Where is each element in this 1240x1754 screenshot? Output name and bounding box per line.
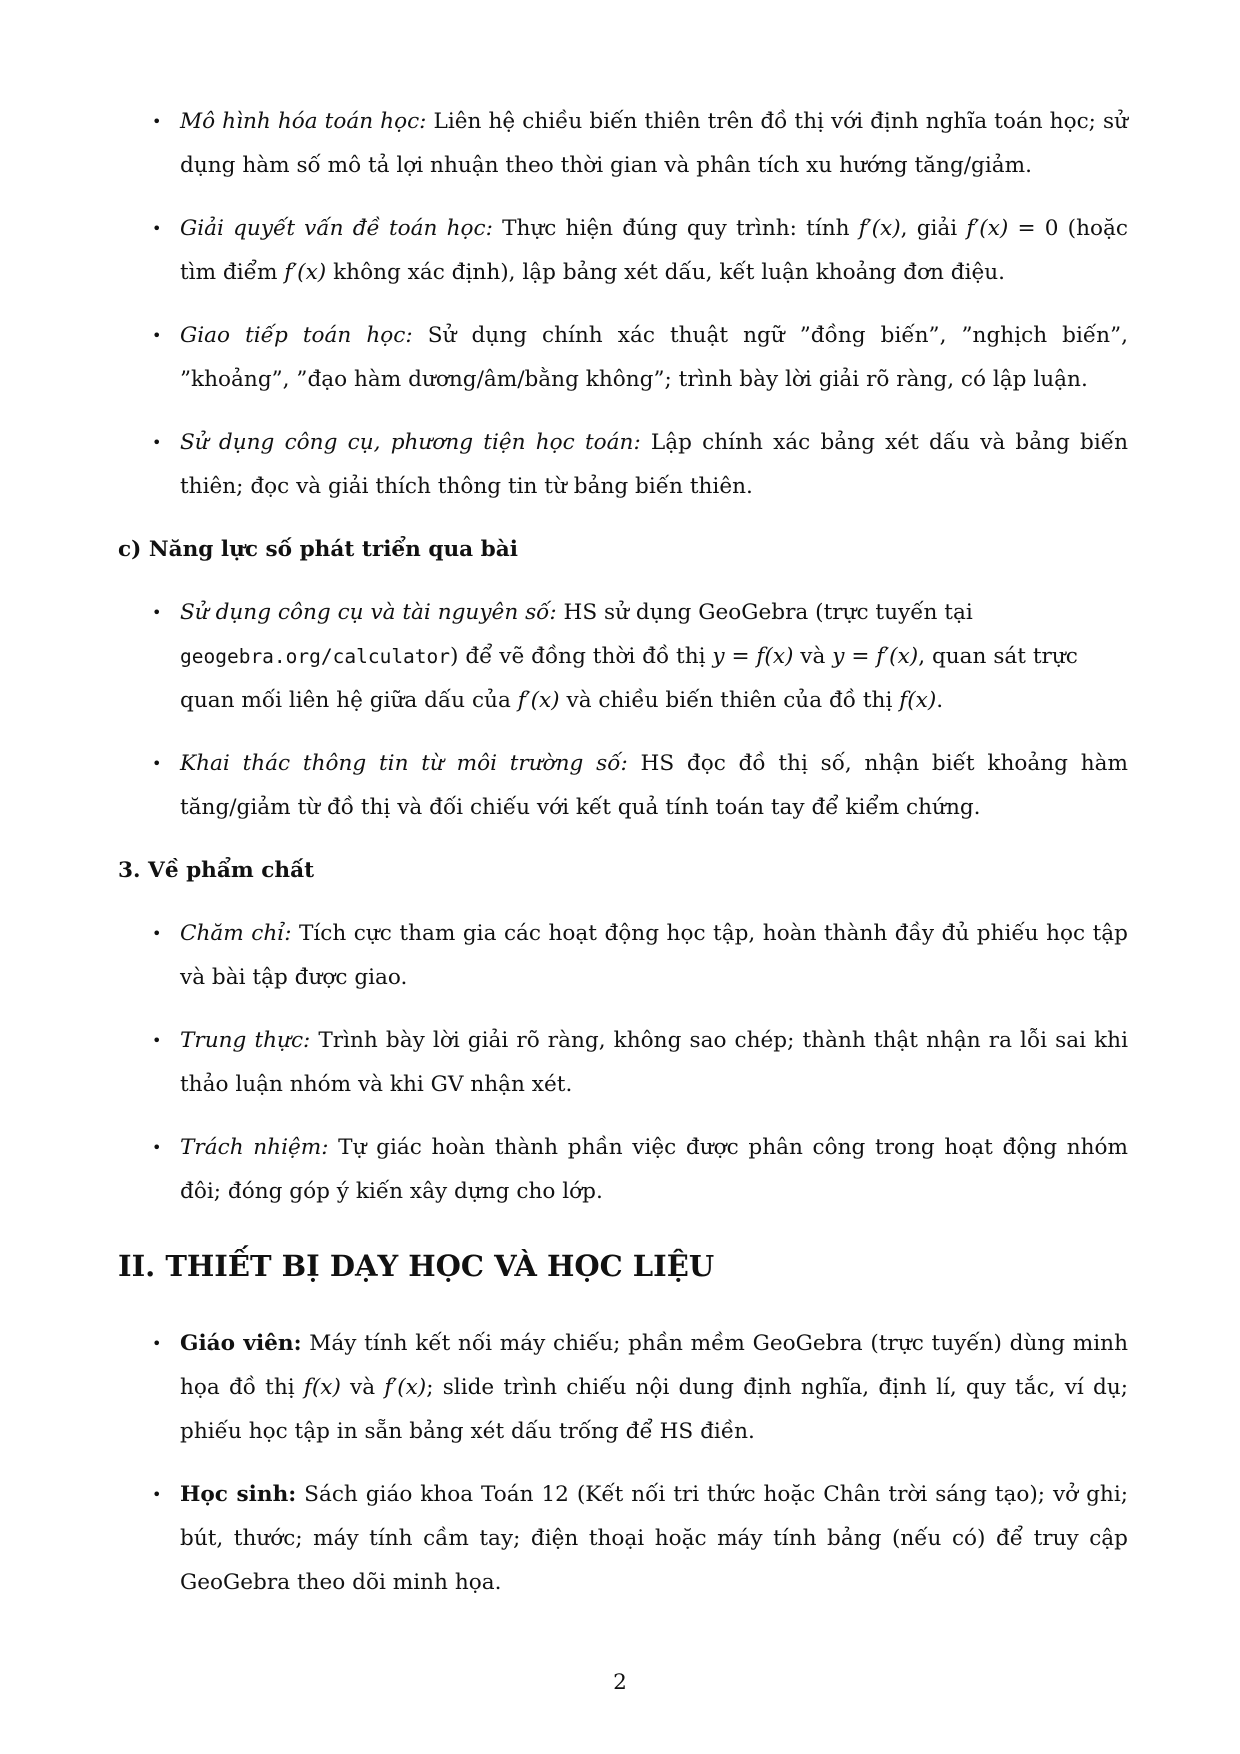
- list-item: [118, 1019, 1128, 1107]
- item-text: Trình bày lời giải rõ ràng, không sao chép; thành thật nhận ra lỗi sai khi thảo luận nhóm và khi GV nhận xét.: [180, 1028, 1128, 1097]
- math-expression: f′(x): [384, 1375, 427, 1400]
- item-text: =: [844, 644, 877, 669]
- math-expression: f(x): [303, 1375, 341, 1400]
- item-text: Sách giáo khoa Toán 12 (Kết nối tri thức hoặc Chân trời sáng tạo); vở ghi; bút, thước; máy tính cầm tay; điện thoại hoặc máy tính bảng (nếu có) để truy cập GeoGebra theo dõi minh họa.: [180, 1482, 1128, 1595]
- item-lead: Sử dụng công cụ, phương tiện học toán:: [180, 430, 641, 455]
- document-page: [118, 0, 1128, 1624]
- item-text: .: [936, 688, 944, 713]
- bullet-icon: •: [152, 1485, 162, 1504]
- item-text: và chiều biến thiên của đồ thị: [559, 688, 900, 713]
- section-3-heading: 3. Về phẩm chất: [118, 858, 315, 883]
- math-expression: f′(x): [858, 216, 901, 241]
- digital-competency-list: [118, 591, 1128, 830]
- qualities-list: [118, 912, 1128, 1214]
- item-text: Thực hiện đúng quy trình: tính: [492, 216, 859, 241]
- item-lead: Trách nhiệm:: [180, 1135, 329, 1160]
- bullet-icon: •: [152, 326, 162, 345]
- item-lead: Mô hình hóa toán học:: [180, 109, 427, 134]
- item-text: Sử dụng chính xác thuật ngữ ”đồng biến”, ”nghịch biến”, ”khoảng”, ”đạo hàm dương/âm/bằng không”; trình bày lời giải rõ ràng, có lập luận.: [180, 323, 1128, 392]
- competency-list: [118, 100, 1128, 509]
- item-lead: Giao tiếp toán học:: [180, 323, 413, 348]
- math-expression: f′(x): [284, 260, 327, 285]
- list-item: [118, 100, 1128, 188]
- item-text: HS sử dụng GeoGebra (trực tuyến tại: [556, 600, 973, 625]
- item-text: và: [793, 644, 833, 669]
- item-text: Lập chính xác bảng xét dấu và bảng biến thiên; đọc và giải thích thông tin từ bảng biến thiên.: [180, 430, 1128, 499]
- item-lead: Trung thực:: [180, 1028, 311, 1053]
- math-expression: f′(x): [966, 216, 1009, 241]
- item-lead: Chăm chỉ:: [180, 921, 292, 946]
- item-lead: Khai thác thông tin từ môi trường số:: [180, 751, 628, 776]
- item-text: HS đọc đồ thị số, nhận biết khoảng hàm tăng/giảm từ đồ thị và đối chiếu với kết quả tính toán tay để kiểm chứng.: [180, 751, 1128, 820]
- bullet-icon: •: [152, 1031, 162, 1050]
- item-text: , giải: [900, 216, 967, 241]
- bullet-icon: •: [152, 1138, 162, 1157]
- item-text: Máy tính kết nối máy chiếu; phần mềm GeoGebra (trực tuyến) dùng minh họa đồ thị: [180, 1331, 1128, 1400]
- bullet-icon: •: [152, 1334, 162, 1353]
- item-text: và: [340, 1375, 385, 1400]
- item-lead: Giải quyết vấn đề toán học:: [180, 216, 493, 241]
- item-text: ; slide trình chiếu nội dung định nghĩa, định lí, quy tắc, ví dụ; phiếu học tập in sẵn bảng xét dấu trống để HS điền.: [180, 1375, 1128, 1444]
- math-expression: y: [712, 644, 725, 669]
- geogebra-url: geogebra.org/calculator: [180, 645, 451, 668]
- item-text: Liên hệ chiều biến thiên trên đồ thị với định nghĩa toán học; sử dụng hàm số mô tả lợi nhuận theo thời gian và phân tích xu hướng tăng/giảm.: [180, 109, 1128, 178]
- math-expression: y: [832, 644, 845, 669]
- list-item: [118, 421, 1128, 509]
- item-text: = 0 (hoặc tìm điểm: [180, 216, 1128, 285]
- bullet-icon: •: [152, 603, 162, 622]
- item-lead: Sử dụng công cụ và tài nguyên số:: [180, 600, 557, 625]
- item-lead: Học sinh:: [180, 1482, 297, 1507]
- page-number: 2: [613, 1670, 627, 1695]
- equipment-list: [118, 1322, 1128, 1605]
- list-item: [118, 1126, 1128, 1214]
- list-item: [118, 742, 1128, 830]
- list-item: [118, 1473, 1128, 1605]
- section-II-title: II. THIẾT BỊ DẠY HỌC VÀ HỌC LIỆU: [118, 1249, 715, 1283]
- item-text: Tích cực tham gia các hoạt động học tập, hoàn thành đầy đủ phiếu học tập và bài tập được giao.: [180, 921, 1128, 990]
- item-text: ) để vẽ đồng thời đồ thị: [450, 644, 713, 669]
- bullet-icon: •: [152, 433, 162, 452]
- math-expression: f(x): [756, 644, 794, 669]
- item-text: không xác định), lập bảng xét dấu, kết luận khoảng đơn điệu.: [326, 260, 1006, 285]
- list-item: [118, 1322, 1128, 1454]
- item-text: Tự giác hoàn thành phần việc được phân công trong hoạt động nhóm đôi; đóng góp ý kiến xây dựng cho lớp.: [180, 1135, 1129, 1204]
- list-item: [118, 912, 1128, 1000]
- item-text: , quan sát trực quan mối liên hệ giữa dấu của: [180, 644, 1078, 713]
- list-item: [118, 591, 1128, 723]
- item-lead: Giáo viên:: [180, 1331, 302, 1356]
- list-item: [118, 207, 1128, 295]
- math-expression: f(x): [899, 688, 937, 713]
- list-item: [118, 314, 1128, 402]
- bullet-icon: •: [152, 754, 162, 773]
- bullet-icon: •: [152, 112, 162, 131]
- bullet-icon: •: [152, 924, 162, 943]
- item-text: =: [724, 644, 757, 669]
- math-expression: f′(x): [876, 644, 919, 669]
- section-c-heading: c) Năng lực số phát triển qua bài: [118, 537, 518, 562]
- bullet-icon: •: [152, 219, 162, 238]
- math-expression: f′(x): [517, 688, 560, 713]
